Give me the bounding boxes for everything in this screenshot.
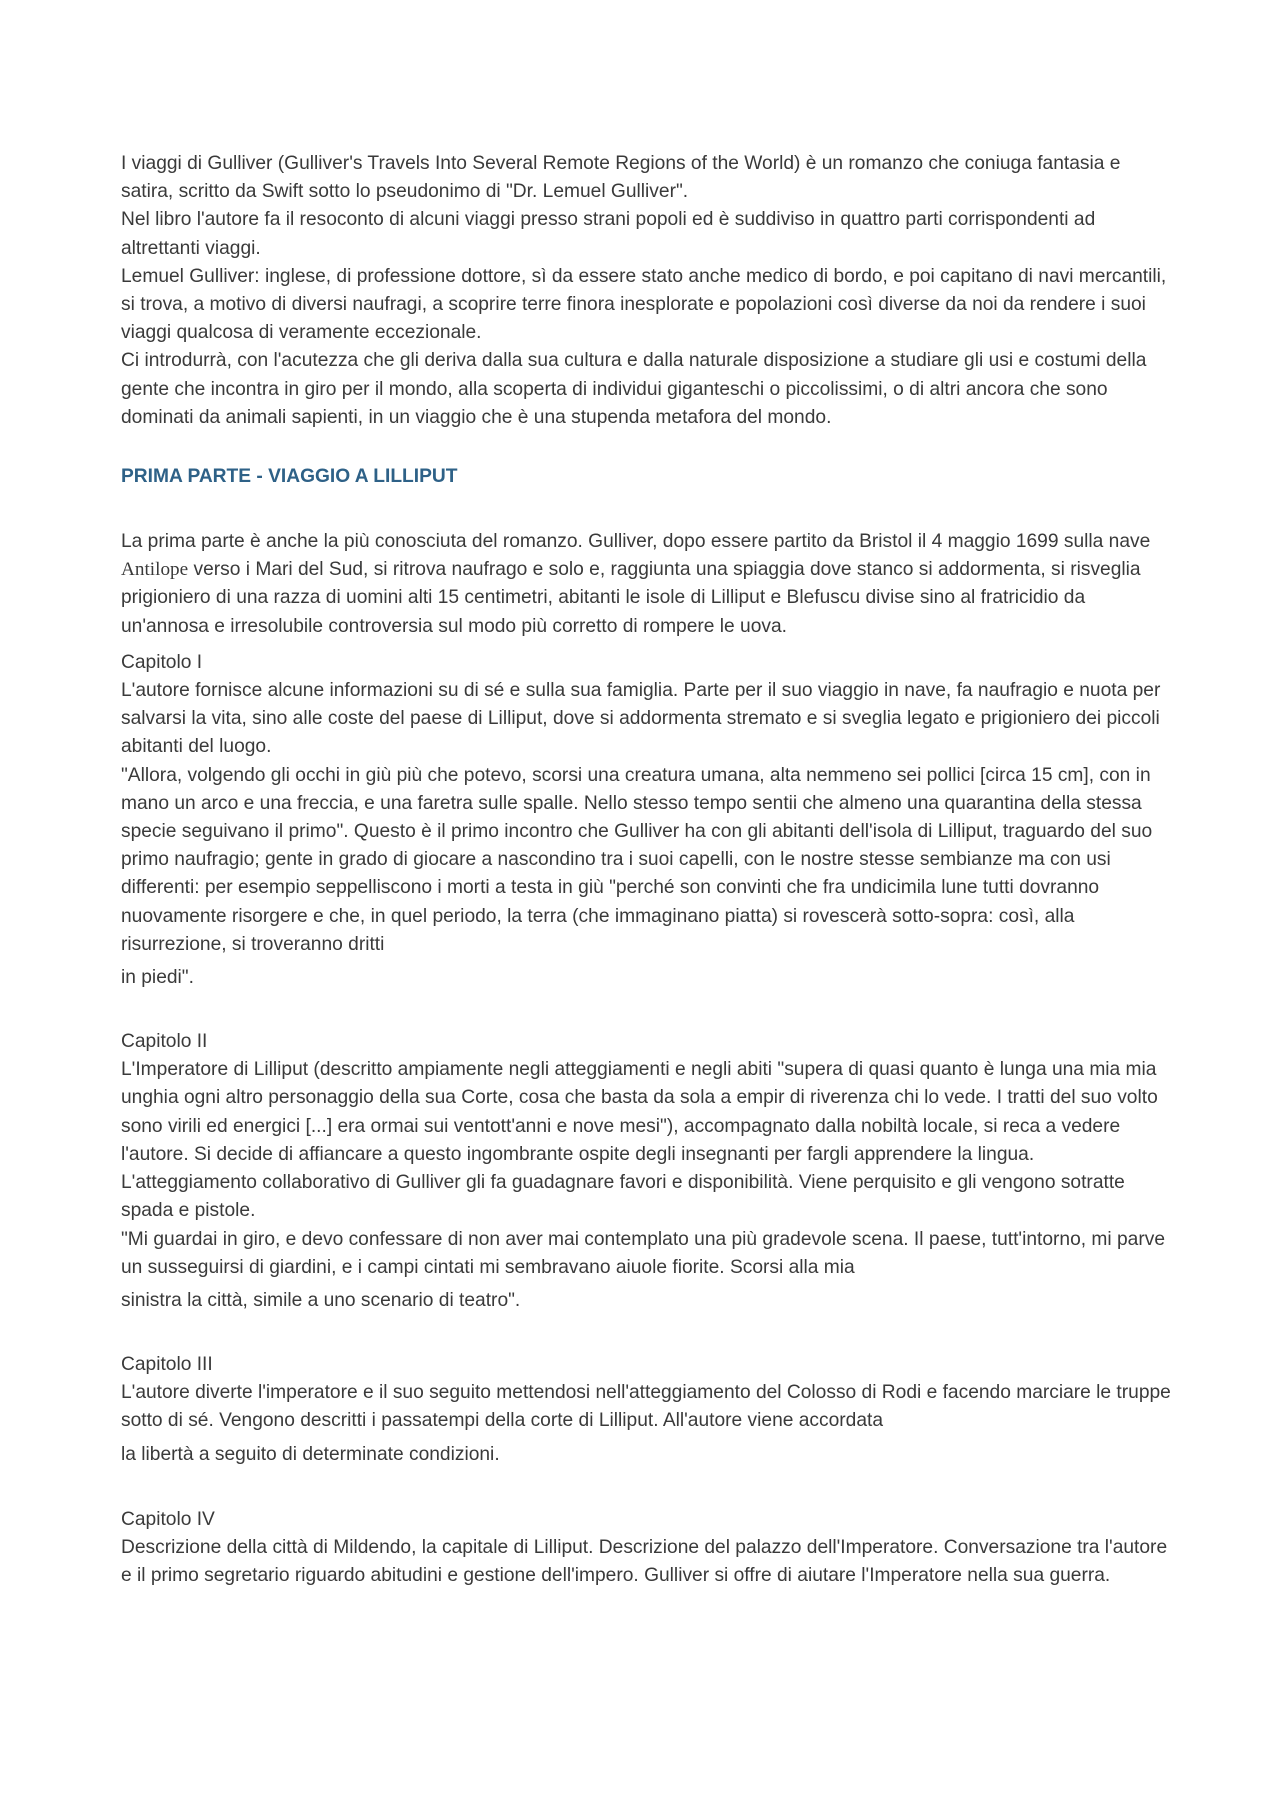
section-heading: PRIMA PARTE - VIAGGIO A LILLIPUT bbox=[121, 466, 458, 488]
section-lead-paragraph bbox=[121, 528, 1171, 641]
chapter-quote: "Mi guardai in giro, e devo confessare di non aver mai contemplato una più gradevole scena. Il paese, tutt'intorno, mi parve un susseguirsi di giardini, e i campi cintati mi sembravano aiuole fiorite. Scorsi alla mia bbox=[121, 1228, 1165, 1278]
document-page bbox=[121, 150, 1171, 1590]
chapter-4 bbox=[121, 1506, 1171, 1591]
intro-paragraph: Ci introdurrà, con l'acutezza che gli deriva dalla sua cultura e dalla naturale disposizione a studiare gli usi e costumi della gente che incontra in giro per il mondo, alla scoperta di individui giganteschi o piccolissimi, o di altri ancora che sono dominati da animali sapienti, in un viaggio che è una stupenda metafora del mondo. bbox=[121, 350, 1147, 428]
chapter-1 bbox=[121, 649, 1171, 995]
intro-paragraph: Nel libro l'autore fa il resoconto di alcuni viaggi presso strani popoli ed è suddiviso in quattro parti corrispondenti ad altrettanti viaggi. bbox=[121, 209, 1096, 259]
chapter-title: Capitolo I bbox=[121, 651, 203, 673]
intro-paragraph: I viaggi di Gulliver (Gulliver's Travels Into Several Remote Regions of the World) è un romanzo che coniuga fantasia e satira, scritto da Swift sotto lo pseudonimo di "Dr. Lemuel Gulliver". bbox=[121, 153, 1121, 203]
chapter-quote-tail: in piedi". bbox=[121, 967, 194, 989]
chapter-summary-tail: la libertà a seguito di determinate condizioni. bbox=[121, 1443, 500, 1465]
chapter-quote: "Allora, volgendo gli occhi in giù più che potevo, scorsi una creatura umana, alta nemmeno sei pollici [circa 15 cm], con in mano un arco e una freccia, e una faretra sulle spalle. Nello stesso tempo sentii che almeno una quarantina della stessa specie seguivano il primo". Questo è il primo incontro che Gulliver ha con gli abitanti dell'isola di Lilliput, traguardo del suo primo naufragio; gente in grado di giocare a nascondino tra i suoi capelli, con le nostre stesse sembianze ma con usi differenti: per esempio seppelliscono i morti a testa in giù "perché son convinti che fra undicimila lune tutti dovranno nuovamente risorgere e che, in quel periodo, la terra (che immaginano piatta) si rovescerà sotto-sopra: così, alla risurrezione, si troveranno dritti bbox=[121, 764, 1153, 955]
chapter-summary: Descrizione della città di Mildendo, la capitale di Lilliput. Descrizione del palazzo dell'Imperatore. Conversazione tra l'autore e il primo segretario riguardo abitudini e gestione dell'impero. Gulliver si offre di aiutare l'Imperatore nella sua guerra. bbox=[121, 1536, 1168, 1586]
lead-text-before: La prima parte è anche la più conosciuta del romanzo. Gulliver, dopo essere partito da Bristol il 4 maggio 1699 sulla nave bbox=[121, 531, 1151, 553]
chapter-quote-tail: sinistra la città, simile a uno scenario di teatro". bbox=[121, 1289, 521, 1311]
chapter-3 bbox=[121, 1351, 1171, 1472]
chapter-title: Capitolo II bbox=[121, 1031, 208, 1053]
chapter-summary: L'Imperatore di Lilliput (descritto ampiamente negli atteggiamenti e negli abiti "supera di quasi quanto è lunga una mia mia unghia ogni altro personaggio della sua Corte, cosa che basta da sola a empir di riverenza chi lo vede. I tratti del suo volto sono virili ed energici [...] era ormai sui ventott'anni e nove mesi"), accompagnato dalla nobiltà locale, si reca a vedere l'autore. Si decide di affiancare a questo ingombrante ospite degli insegnanti per fargli apprendere la lingua. L'atteggiamento collaborativo di Gulliver gli fa guadagnare favori e disponibilità. Viene perquisito e gli vengono sotratte spada e pistole. bbox=[121, 1059, 1158, 1222]
intro-paragraph: Lemuel Gulliver: inglese, di professione dottore, sì da essere stato anche medico di bordo, e poi capitano di navi mercantili, si trova, a motivo di diversi naufragi, a scoprire terre finora inesplorate e popolazioni così diverse da noi da rendere i suoi viaggi qualcosa di veramente eccezionale. bbox=[121, 265, 1167, 344]
chapter-summary: L'autore diverte l'imperatore e il suo seguito mettendosi nell'atteggiamento del Colosso di Rodi e facendo marciare le truppe sotto di sé. Vengono descritti i passatempi della corte di Lilliput. All'autore viene accordata bbox=[121, 1382, 1171, 1432]
chapter-summary: L'autore fornisce alcune informazioni su di sé e sulla sua famiglia. Parte per il suo viaggio in nave, fa naufragio e nuota per salvarsi la vita, sino alle coste del paese di Lilliput, dove si addormenta stremato e si sveglia legato e prigioniero dei piccoli abitanti del luogo. bbox=[121, 680, 1161, 758]
chapter-title: Capitolo III bbox=[121, 1353, 213, 1375]
ship-name: Antilope bbox=[121, 559, 189, 581]
intro-section bbox=[121, 150, 1171, 432]
chapter-title: Capitolo IV bbox=[121, 1508, 215, 1530]
lead-text-after: verso i Mari del Sud, si ritrova naufrago e solo e, raggiunta una spiaggia dove stanco si addormenta, si risveglia prigioniero di una razza di uomini alti 15 centimetri, abitanti le isole di Lilliput e Blefuscu divise sino al fratricidio da un'annosa e irresolubile controversia sul modo più corretto di rompere le uova. bbox=[121, 559, 1141, 637]
chapter-2 bbox=[121, 1028, 1171, 1318]
